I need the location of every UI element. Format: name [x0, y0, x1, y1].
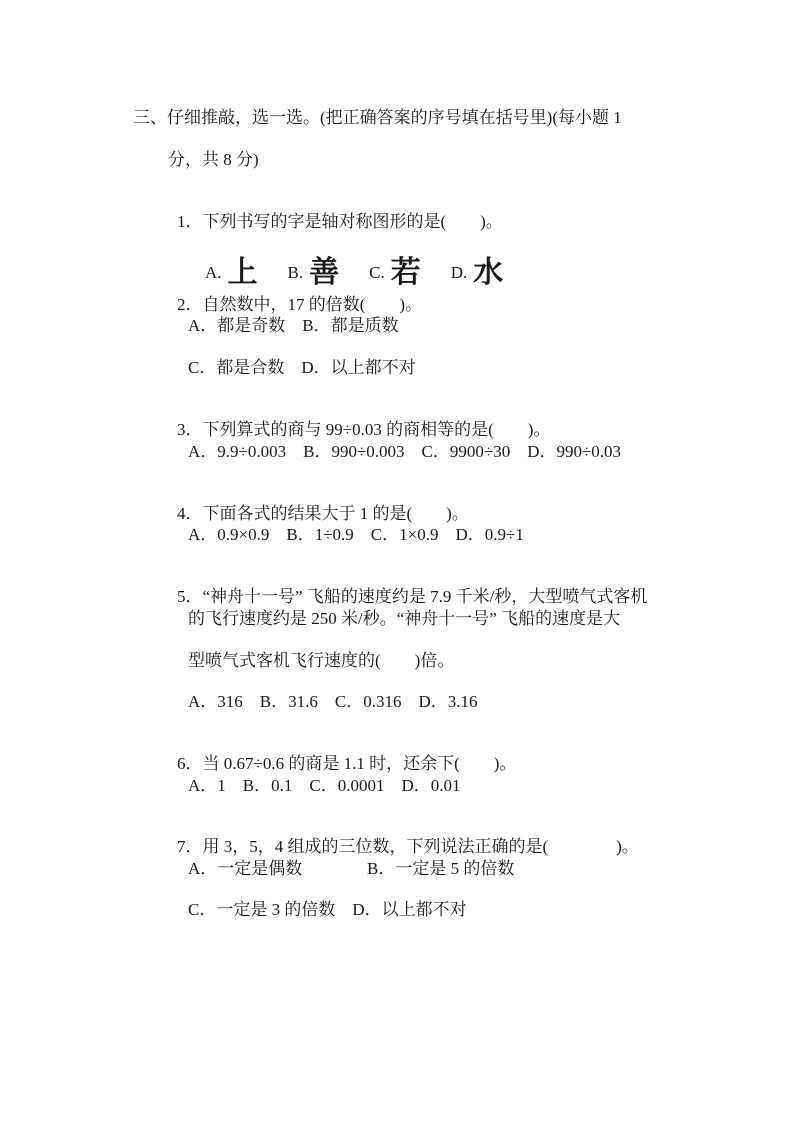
question-number: 1．: [177, 212, 203, 231]
glyph-shan: 善: [309, 255, 340, 290]
option-a: A．一定是偶数: [188, 859, 303, 878]
question-number: 4．: [177, 504, 203, 523]
option-b: B. 善: [287, 255, 340, 290]
options-line-1: A．1 B．0.1 C．0.0001 D．0.01: [188, 776, 461, 795]
question-stem: 下面各式的结果大于 1 的是( )。: [202, 504, 469, 523]
glyph-ruo: 若: [390, 255, 421, 290]
question-stem-line-1: “神舟十一号” 飞船的速度约是 7.9 千米/秒，大型喷气式客机: [202, 587, 648, 606]
glyph-shang: 上: [227, 255, 258, 290]
question-stem: 下列算式的商与 99÷0.03 的商相等的是( )。: [202, 420, 551, 439]
options-line-1: A．都是奇数 B．都是质数: [188, 316, 399, 335]
options-line-2: C．都是合数 D．以上都不对: [188, 358, 416, 377]
question-stem: 下列书写的字是轴对称图形的是( )。: [202, 212, 503, 231]
question-number: 2．: [177, 295, 203, 314]
option-b: B．一定是 5 的倍数: [367, 859, 515, 878]
options-line-2: C．一定是 3 的倍数 D．以上都不对: [188, 900, 467, 919]
options-line-1: A．316 B．31.6 C．0.316 D．3.16: [188, 692, 478, 711]
glyph-shui: 水: [473, 255, 504, 290]
options-line-1: A．0.9×0.9 B．1÷0.9 C．1×0.9 D．0.9÷1: [188, 525, 524, 544]
option-d: D. 水: [450, 255, 504, 290]
question-number: 7．: [177, 837, 203, 856]
heading-line-1: 三、仔细推敲，选一选。(把正确答案的序号填在括号里)(每小题 1: [133, 108, 622, 127]
option-a: A. 上: [205, 255, 258, 290]
question-number: 6．: [177, 754, 203, 773]
question-stem: 自然数中，17 的倍数( )。: [202, 295, 423, 314]
option-c: C. 若: [369, 255, 421, 290]
question-stem: 当 0.67÷0.6 的商是 1.1 时，还余下( )。: [202, 754, 517, 773]
question-number: 3．: [177, 420, 203, 439]
question-stem: 用 3，5，4 组成的三位数，下列说法正确的是( )。: [202, 837, 639, 856]
options-line-1: A．9.9÷0.003 B．990÷0.003 C．9900÷30 D．990÷0.03: [188, 442, 622, 461]
question-stem-line-2: 的飞行速度约是 250 米/秒。“神舟十一号” 飞船的速度是大: [188, 609, 621, 628]
heading-line-2: 分，共 8 分): [168, 150, 259, 169]
question-stem-line-3: 型喷气式客机飞行速度的( )倍。: [188, 651, 455, 670]
question-number: 5．: [177, 587, 203, 606]
